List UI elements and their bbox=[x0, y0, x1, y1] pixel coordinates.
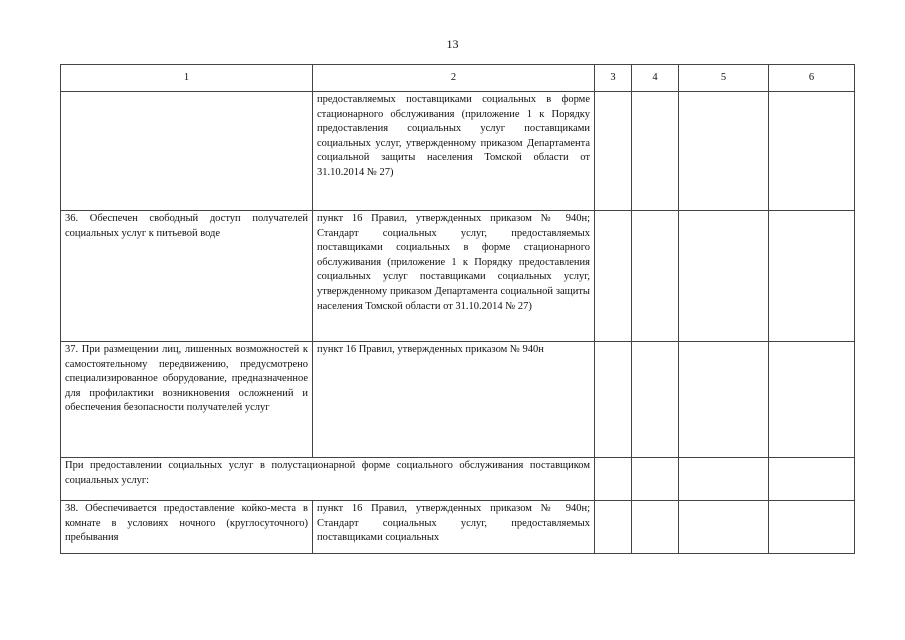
header-col-4: 4 bbox=[632, 65, 679, 92]
header-col-6: 6 bbox=[769, 65, 855, 92]
empty-cell bbox=[595, 92, 632, 211]
requirements-table bbox=[60, 64, 855, 554]
empty-cell bbox=[632, 92, 679, 211]
header-col-3: 3 bbox=[595, 65, 632, 92]
header-col-5: 5 bbox=[679, 65, 769, 92]
empty-cell bbox=[679, 458, 769, 501]
header-col-1: 1 bbox=[61, 65, 313, 92]
empty-cell bbox=[769, 501, 855, 554]
table-row bbox=[61, 501, 855, 554]
empty-cell bbox=[679, 211, 769, 342]
requirement-cell bbox=[61, 92, 313, 211]
empty-cell bbox=[595, 342, 632, 458]
legal-basis-cell: пункт 16 Правил, утвержденных приказом № 940н bbox=[313, 342, 595, 458]
empty-cell bbox=[679, 501, 769, 554]
empty-cell bbox=[595, 501, 632, 554]
empty-cell bbox=[632, 501, 679, 554]
section-row bbox=[61, 458, 855, 501]
legal-basis-cell: пункт 16 Правил, утвержденных приказом № 940н; Стандарт социальных услуг, предоставляемых поставщиками социальных в форме стационарного обслуживания (приложение 1 к Порядку предоставления социальных услуг поставщиками социальных услуг, утвержденному приказом Департамента социальной защиты населения Томской области от 31.10.2014 № 27) bbox=[313, 211, 595, 342]
header-col-2: 2 bbox=[313, 65, 595, 92]
empty-cell bbox=[769, 92, 855, 211]
table-row bbox=[61, 92, 855, 211]
empty-cell bbox=[769, 458, 855, 501]
header-row bbox=[61, 65, 855, 92]
table-row bbox=[61, 211, 855, 342]
legal-basis-cell: предоставляемых поставщиками социальных в форме стационарного обслуживания (приложение 1 к Порядку предоставления социальных услуг поставщиками социальных услуг, утвержденному приказом Департамента социальной защиты населения Томской области от 31.10.2014 № 27) bbox=[313, 92, 595, 211]
empty-cell bbox=[632, 458, 679, 501]
empty-cell bbox=[632, 342, 679, 458]
empty-cell bbox=[632, 211, 679, 342]
empty-cell bbox=[769, 342, 855, 458]
table-row bbox=[61, 342, 855, 458]
empty-cell bbox=[769, 211, 855, 342]
page-number: 13 bbox=[446, 37, 459, 51]
legal-basis-cell: пункт 16 Правил, утвержденных приказом № 940н; Стандарт социальных услуг, предоставляемых поставщиками социальных bbox=[313, 501, 595, 554]
requirement-cell: 37. При размещении лиц, лишенных возможностей к самостоятельному передвижению, предусмотрено специализированное оборудование, предназначенное для профилактики возникновения осложнений и обеспечения безопасности получателей услуг bbox=[61, 342, 313, 458]
requirement-cell: 38. Обеспечивается предоставление койко-места в комнате в условиях ночного (круглосуточного) пребывания bbox=[61, 501, 313, 554]
empty-cell bbox=[679, 92, 769, 211]
section-heading-cell: При предоставлении социальных услуг в полустационарной форме социального обслуживания поставщиком социальных услуг: bbox=[61, 458, 595, 501]
requirement-cell: 36. Обеспечен свободный доступ получателей социальных услуг к питьевой воде bbox=[61, 211, 313, 342]
empty-cell bbox=[679, 342, 769, 458]
empty-cell bbox=[595, 458, 632, 501]
empty-cell bbox=[595, 211, 632, 342]
